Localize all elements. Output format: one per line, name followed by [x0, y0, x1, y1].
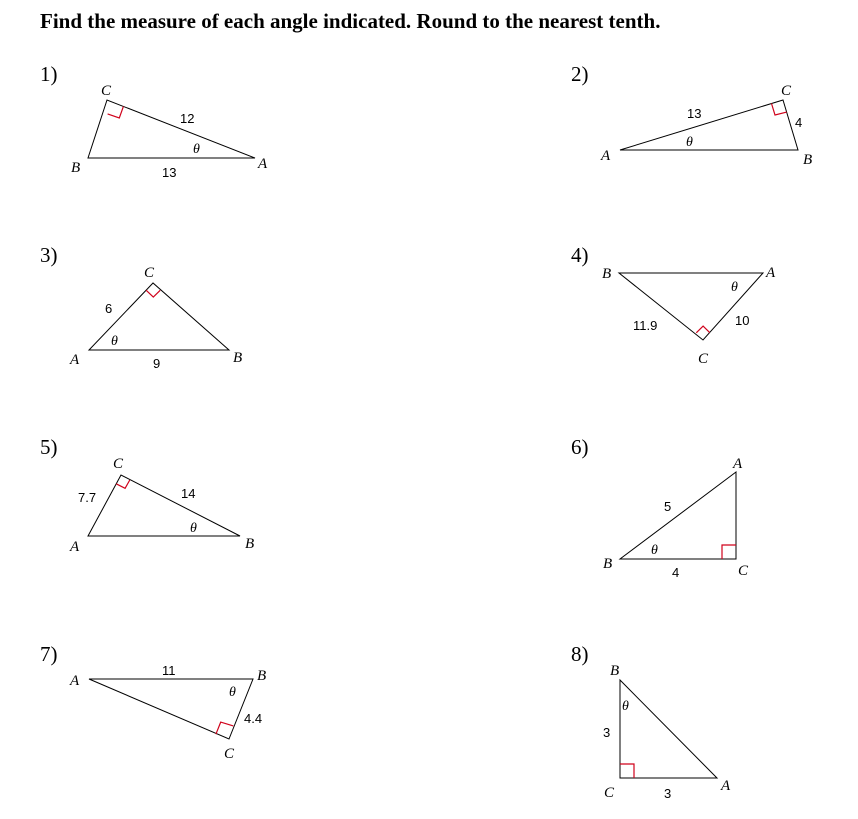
side-label: 14	[181, 486, 196, 501]
problem-4-figure	[602, 265, 776, 367]
side-label: 7.7	[78, 490, 97, 505]
triangle	[620, 680, 717, 778]
side-label: 12	[180, 111, 195, 126]
side-label: 3	[603, 725, 611, 740]
side-label: 6	[105, 301, 113, 316]
vertex-label: A	[721, 778, 731, 794]
vertex-label: B	[803, 152, 813, 168]
theta-label: θ	[686, 135, 693, 150]
problem-3-figure	[69, 265, 242, 371]
problem-4-number: 4)	[571, 243, 589, 267]
side-label: 10	[735, 313, 750, 328]
vertex-label: B	[602, 266, 612, 282]
right-angle-marker	[116, 480, 130, 488]
triangle	[89, 283, 229, 350]
problem-8-figure	[603, 663, 731, 801]
problem-1-figure	[71, 83, 268, 180]
theta-label: θ	[731, 280, 738, 295]
side-label: 4.4	[244, 711, 263, 726]
theta-label: θ	[111, 334, 118, 349]
problem-6-figure	[603, 456, 749, 580]
right-angle-marker	[146, 290, 160, 297]
problem-5-figure	[69, 456, 254, 555]
side-label: 13	[162, 165, 177, 180]
vertex-label: B	[603, 556, 613, 572]
side-label: 11	[162, 663, 176, 678]
vertex-label: B	[245, 536, 255, 552]
vertex-label: C	[738, 563, 749, 579]
right-angle-marker	[216, 722, 233, 734]
right-angle-marker	[696, 326, 709, 333]
vertex-label: A	[70, 539, 80, 555]
vertex-label: C	[113, 456, 124, 472]
right-angle-marker	[108, 106, 124, 118]
problem-7-figure	[69, 663, 266, 762]
problem-2-figure	[600, 83, 812, 168]
theta-label: θ	[229, 685, 236, 700]
problem-7-number: 7)	[40, 642, 58, 666]
side-label: 4	[672, 565, 680, 580]
vertex-label: A	[258, 156, 268, 172]
side-label: 3	[664, 786, 672, 801]
theta-label: θ	[651, 543, 658, 558]
vertex-label: C	[101, 83, 112, 99]
side-label: 9	[153, 356, 161, 371]
right-angle-marker	[620, 764, 634, 778]
triangle	[88, 475, 240, 536]
theta-label: θ	[622, 699, 629, 714]
triangle	[620, 472, 736, 559]
triangle	[620, 100, 798, 150]
vertex-label: A	[70, 352, 80, 368]
triangle	[88, 100, 255, 158]
vertex-label: B	[610, 663, 620, 679]
problem-5-number: 5)	[40, 435, 58, 459]
vertex-label: A	[601, 148, 611, 164]
side-label: 13	[687, 106, 702, 121]
problem-8-number: 8)	[571, 642, 589, 666]
side-label: 4	[795, 115, 803, 130]
theta-label: θ	[193, 142, 200, 157]
vertex-label: C	[604, 785, 615, 801]
problem-3-number: 3)	[40, 243, 58, 267]
vertex-label: B	[257, 668, 267, 684]
right-angle-marker	[722, 545, 736, 559]
problem-2-number: 2)	[571, 62, 589, 86]
problem-1-number: 1)	[40, 62, 58, 86]
side-label: 5	[664, 499, 672, 514]
problem-6-number: 6)	[571, 435, 589, 459]
vertex-label: B	[233, 350, 243, 366]
theta-label: θ	[190, 521, 197, 536]
vertex-label: C	[144, 265, 155, 281]
vertex-label: B	[71, 160, 81, 176]
worksheet-title: Find the measure of each angle indicated. Round to the nearest tenth.	[40, 9, 661, 33]
vertex-label: C	[781, 83, 792, 99]
vertex-label: A	[766, 265, 776, 281]
vertex-label: C	[224, 746, 235, 762]
vertex-label: C	[698, 351, 709, 367]
side-label: 11.9	[633, 318, 658, 333]
vertex-label: A	[70, 673, 80, 689]
vertex-label: A	[733, 456, 743, 472]
